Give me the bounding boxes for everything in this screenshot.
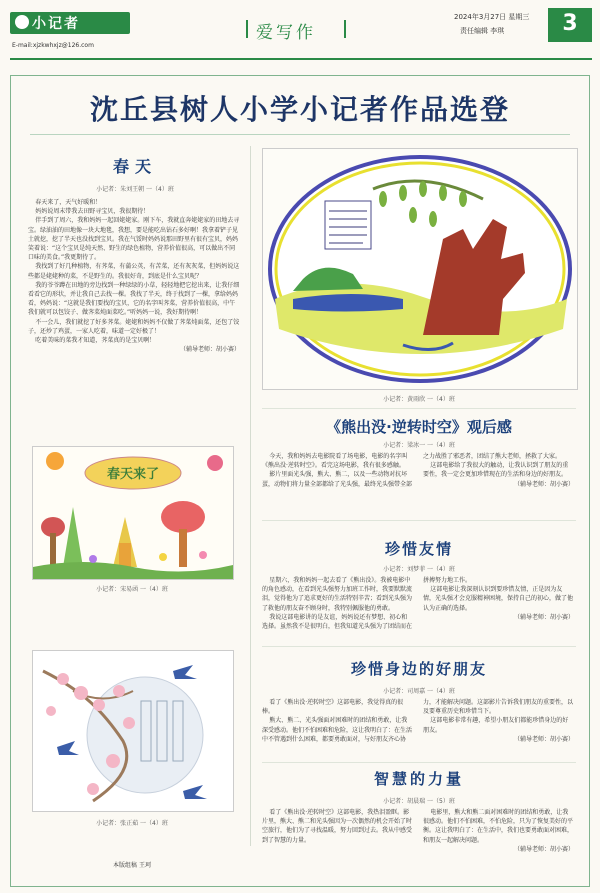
paragraph: 我说这部电影讲的是友谊，妈妈说还有梦想、初心和选择。虽然我不是很明白，但我知道光头强为了团结而在拼搏努力地工作。 <box>262 577 472 631</box>
section-rule <box>262 408 576 409</box>
article-body-spring <box>28 198 240 354</box>
section-bar-left <box>246 20 248 38</box>
artwork-spring-poster <box>32 446 234 580</box>
column-divider <box>250 146 251 846</box>
masthead <box>0 0 600 66</box>
paragraph: 看了《熊出没·逆转时空》这部电影，我热泪盈眶。影片里，熊大、熊二和光头强因为一次偶然的机会开始了时空旅行，他们为了寻找温暖，努力回到过去。我从中感受到了智慧的力量。 <box>262 809 413 844</box>
paragraph: 我的爷爷蹲在田地的旁边找到一种绿绿的小草，轻轻地把它挖出来，让我仔细看看它的形状，并让我自己去找一棵。我找了半天，终于找到了一棵，拿给妈妈看，妈妈说：“这就是我们要找的宝贝，它的名字叫荠菜，营养价值很高，中午我们就可以包饺子、做荠菜炖面菜吃。”听妈妈一说，我好期待啊！ <box>28 281 240 317</box>
byline-bear: 小记者：梁冰一 一（4）班 <box>383 442 455 449</box>
article-title-cherish: 珍惜友情 <box>384 540 453 558</box>
paragraph: 熊大、熊二、光头强面对困难时的团结和勇敢，让我深受感动。他们不怕困难和危险，这让我明白了：在生活中不管遇到什么困难，都要勇敢面对，与好朋友齐心协力，才能解决问题。这部影片告诉我们朋友的重要性，以及要尊重历史和珍惜当下。 <box>262 699 574 743</box>
page-title: 沈丘县树人小学小记者作品选登 <box>89 93 510 126</box>
section-label: 爱写作 <box>256 23 316 43</box>
paragraph: 吃着美味的菜我才知道，荠菜真的是宝贝啊！ <box>35 337 156 345</box>
teacher-credit: （辅导老师：胡小赛） <box>513 845 574 853</box>
logo-circle-icon <box>15 15 29 29</box>
article-title-power: 智慧的力量 <box>373 770 464 788</box>
poster-illustration <box>33 447 233 579</box>
section-rule <box>262 762 576 763</box>
teacher-credit: （辅导老师：胡小赛） <box>513 735 574 743</box>
paragraph: 这部电影让我深刻认识到要珍惜友情，正是因为友情，光头强才会克服精神困境，保持自己的初心，做了他认为正确的选择。 <box>423 586 574 612</box>
paragraph: 伴手到了周六，我和妈妈一起回姥姥家。刚下车，我就直奔姥姥家的田地去寻宝。绿油油的田地像一块大地毯，我想，要是能吃出钻石多好啊！我拿着铲子见土就挖，挖了半天也没找到宝贝。我在气馁时妈妈说那田野里有很有宝贝，妈妈笑着说：“这个宝贝是纯天然、野生的绿色植物，营养价值很高，可以做出不同口味的美食。”我更期待了。 <box>28 217 240 262</box>
article-title-bear: 《熊出没·逆转时空》观后感 <box>326 418 512 436</box>
contact-email: E-mail:xjzkwhxjz@126.com <box>12 42 94 49</box>
teacher-credit: （辅导老师：胡小赛） <box>513 613 574 621</box>
paragraph: 我找到了好几种植物，有荠菜，有蒲公英，有苦菜，还有灰灰菜，但妈妈说这些都是姥姥种的菜，不是野生的。我很好奇，到底是什么宝贝呢？ <box>28 263 240 280</box>
responsible-editor: 责任编辑 李琪 <box>460 27 505 35</box>
artwork-blossom <box>32 650 234 812</box>
teacher-credit: （辅导老师：胡小赛） <box>513 480 574 488</box>
page-number-box <box>548 8 592 42</box>
title-divider <box>30 134 570 135</box>
logo-text: 小记者 <box>32 16 80 32</box>
byline-cherish: 小记者：刘梦菲 一（4）班 <box>383 566 455 573</box>
tree-hand-illustration <box>263 149 577 389</box>
paragraph: 这部电影给了我很大的触动，让我认识到了朋友的重要性，我一定会更加珍惜现在的生活和身边的好朋友。 <box>423 462 569 479</box>
byline-power: 小记者：胡晨瑞 一（5）班 <box>383 798 455 805</box>
paragraph: 这部电影非常有趣，希望小朋友们都能珍惜身边的好朋友。 <box>423 717 569 734</box>
paragraph: 影片里面光头强，熊大、熊二，以及一些动物对抗坏蛋，动物们将力量全部都给了光头强，最终光头强带全部之力战胜了邪恶者，团结了熊大老师，拯救了大家。 <box>262 453 562 488</box>
section-rule <box>262 520 576 521</box>
page-number: 3 <box>562 11 578 36</box>
section-bar-right <box>344 20 346 38</box>
caption-left-artwork-1: 小记者：宋易函 一（4）班 <box>96 586 168 593</box>
article-title-spring: 春天 <box>112 157 157 176</box>
caption-left-artwork-2: 小记者：张正茹 一（4）班 <box>96 820 168 827</box>
logo <box>10 8 160 38</box>
paragraph: 今天，我和妈妈去电影院看了场电影，电影的名字叫《熊出没·逆转时空》。看完这场电影，我有很多感触。 <box>262 453 408 470</box>
article-body-friend <box>262 698 574 744</box>
article-title-friend: 珍惜身边的好朋友 <box>350 660 487 678</box>
paragraph: 电影里，熊大和熊二面对困难时的团结和勇敢，让我很感动。他们不怕困难，不怕危险，只为了恢复美好的平衡。这让我明白了：在生活中，我们也要勇敢面对困难，和朋友一起解决问题。 <box>423 809 574 844</box>
article-body-power <box>262 808 574 854</box>
paragraph: 不一会儿，我们就挖了好多荠菜。姥姥和妈妈不仅做了荠菜炖面菜，还包了饺子，还炒了鸡蛋，一家人吃着，味道一定好极了！ <box>28 318 240 335</box>
header-rule <box>10 58 592 60</box>
caption-right-artwork: 小记者：黄雨欣 一（4）班 <box>383 396 455 403</box>
paragraph: 春天来了，天气好暖和！ <box>35 199 102 206</box>
section-rule <box>262 646 576 647</box>
article-body-cherish <box>262 576 574 631</box>
artwork-tree-hand <box>262 148 578 390</box>
teacher-credit: （辅导老师：胡小赛） <box>179 346 240 354</box>
paragraph: 星期六，我和妈妈一起去看了《熊出没》。我被电影中的角色感动，在看到光头强努力加班工作时，我要默默流泪，觉得他为了追求更好的生活特别辛苦；看到光头强为了救他的朋友奋不顾身时，我特别佩服他的勇敢。 <box>262 577 413 612</box>
byline-friend: 小记者：司周嘉 一（4）班 <box>383 688 455 695</box>
issue-date: 2024年3月27日 星期三 <box>454 13 530 21</box>
paragraph: 妈妈说周末带我去田野寻宝贝，我很期待！ <box>35 208 150 216</box>
poster-text: 春天来了 <box>106 467 160 482</box>
blossom-illustration <box>33 651 233 811</box>
byline-spring: 小记者：朱刘王朝 一（4）班 <box>96 186 174 193</box>
paragraph: 看了《熊出没·逆转时空》这部电影，我觉得真的很棒。 <box>262 699 404 716</box>
edit-credit: 本版组稿 王珂 <box>113 862 151 869</box>
article-body-bear <box>262 452 574 489</box>
